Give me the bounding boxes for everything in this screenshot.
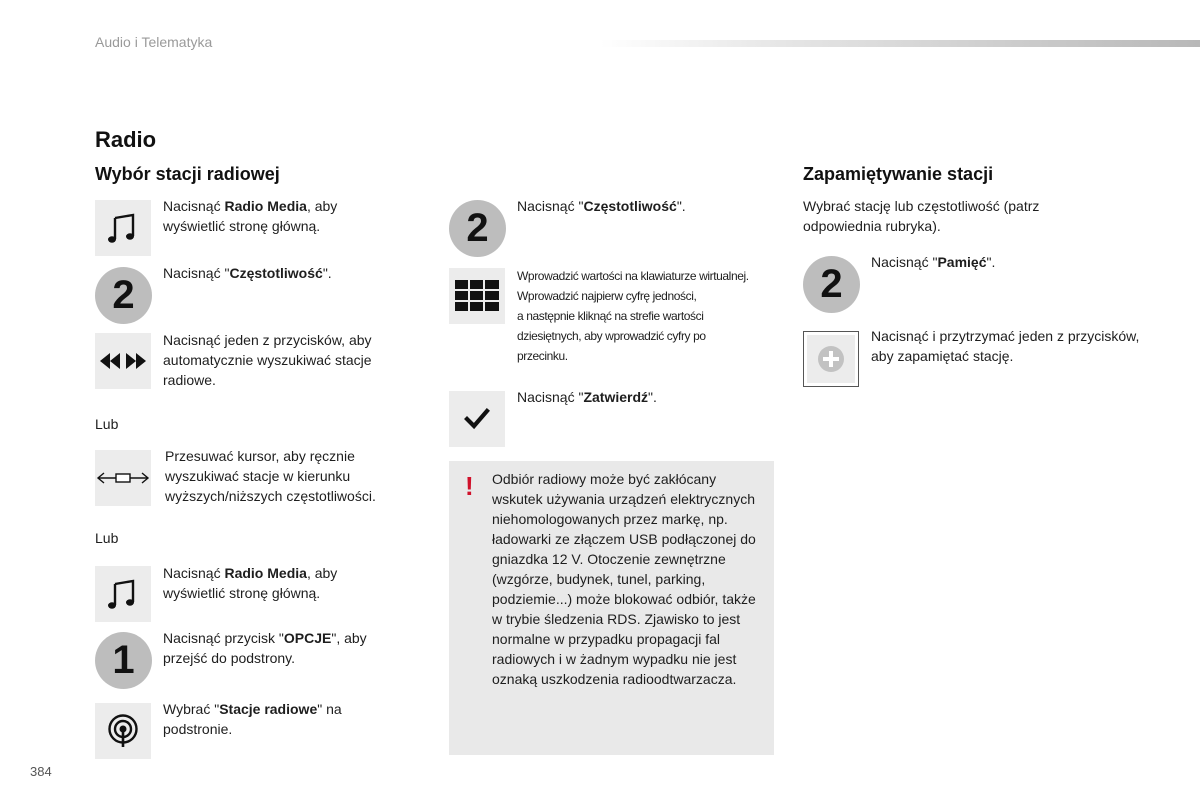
or-label: Lub bbox=[95, 416, 119, 432]
store-intro: Wybrać stację lub częstotliwość (patrz odpowiednia rubryka). bbox=[803, 198, 1040, 234]
step-auto-search: Nacisnąć jeden z przycisków, aby automatycznie wyszukiwać stacje radiowe. bbox=[163, 332, 372, 388]
music-note-icon bbox=[95, 200, 151, 256]
step-number-badge: 2 bbox=[449, 200, 506, 257]
add-preset-icon bbox=[803, 331, 859, 387]
section-heading-station-selection: Wybór stacji radiowej bbox=[95, 164, 280, 184]
warning-icon: ! bbox=[465, 471, 474, 501]
step-frequency: Nacisnąć "Częstotliwość". bbox=[163, 265, 332, 281]
step-manual-search: Przesuwać kursor, aby ręcznie wyszukiwać stacje w kierunku wyższych/niższych częstotliwości. bbox=[165, 448, 376, 504]
step-options: Nacisnąć przycisk "OPCJE", aby przejść do podstrony. bbox=[163, 630, 367, 666]
seek-arrows-icon bbox=[95, 333, 151, 389]
step-number-badge: 2 bbox=[803, 256, 860, 313]
or-label: Lub bbox=[95, 530, 119, 546]
section-title: Audio i Telematyka bbox=[95, 34, 213, 50]
keypad-icon bbox=[449, 268, 505, 324]
frequency-slider-icon bbox=[95, 450, 151, 506]
header-rule bbox=[600, 40, 1200, 47]
music-note-icon bbox=[95, 566, 151, 622]
page-title: Radio bbox=[95, 127, 157, 152]
step-number-badge: 1 bbox=[95, 632, 152, 689]
radio-antenna-icon bbox=[95, 703, 151, 759]
step-radio-media: Nacisnąć Radio Media, aby wyświetlić stronę główną. bbox=[163, 198, 338, 234]
step-frequency-middle: Nacisnąć "Częstotliwość". bbox=[517, 198, 686, 214]
step-radio-media-2: Nacisnąć Radio Media, aby wyświetlić stronę główną. bbox=[163, 565, 338, 601]
checkmark-icon bbox=[449, 391, 505, 447]
step-confirm: Nacisnąć "Zatwierdź". bbox=[517, 389, 657, 405]
step-number-badge: 2 bbox=[95, 267, 152, 324]
step-radio-stations: Wybrać "Stacje radiowe" na podstronie. bbox=[163, 701, 342, 737]
step-keypad-instructions: Wprowadzić wartości na klawiaturze wirtualnej. Wprowadzić najpierw cyfrę jedności, a następnie kliknąć na strefie wartości dziesiętnych, aby wprowadzić cyfry po przecinku. bbox=[517, 269, 749, 363]
step-memory: Nacisnąć "Pamięć". bbox=[871, 254, 996, 270]
section-heading-store-station: Zapamiętywanie stacji bbox=[803, 164, 994, 184]
page-number: 384 bbox=[30, 764, 52, 779]
warning-text: Odbiór radiowy może być zakłócany wskutek używania urządzeń elektrycznych niehomologowanych przez markę, np. ładowarki ze złączem USB podłączonej do gniazdka 12 V. Otoczenie zewnętrzne (wzgórze, budynek, tunel, parking, podziemie...) może blokować odbiór, także w trybie śledzenia RDS. Zjawisko to jest normalne w przypadku propagacji fal radiowych i w żadnym wypadku nie jest oznaką uszkodzenia radioodtwarzacza. bbox=[492, 471, 756, 687]
step-hold-preset: Nacisnąć i przytrzymać jeden z przycisków, aby zapamiętać stację. bbox=[871, 328, 1140, 364]
